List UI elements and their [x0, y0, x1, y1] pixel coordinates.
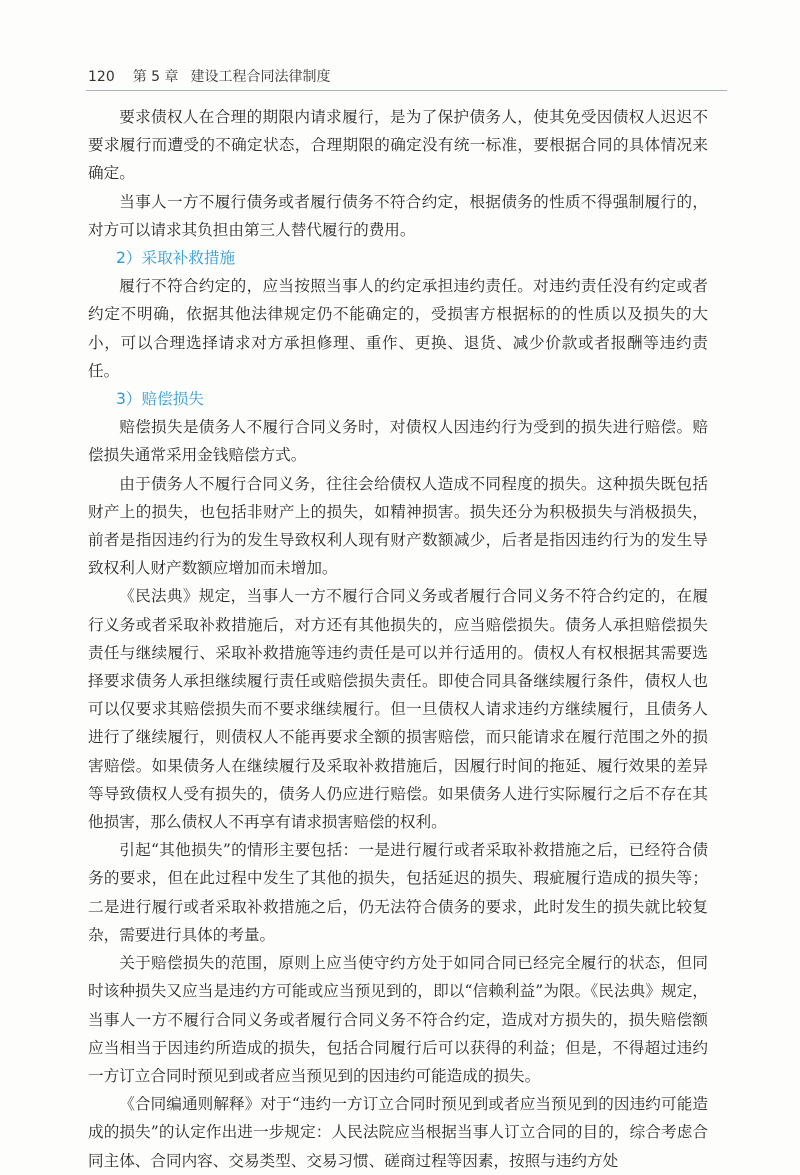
- paragraph: 《合同编通则解释》对于“违约一方订立合同时预见到或者应当预见到的因违约可能造成的损失”的认定作出进一步规定：人民法院应当根据当事人订立合同的目的，综合考虑合同主体、合同内容、交易类型、交易习惯、磋商过程等因素，按照与违约方处: [88, 1095, 708, 1170]
- chapter-label: 第 5 章: [132, 69, 179, 85]
- paragraph: 《民法典》规定，当事人一方不履行合同义务或者履行合同义务不符合约定的，在履行义务或者采取补救措施后，对方还有其他损失的，应当赔偿损失。债务人承担赔偿损失责任与继续履行、采取补救措施等违约责任是可以并行适用的。债权人有权根据其需要选择要求债务人承担继续履行责任或赔偿损失责任。即使合同具备继续履行条件，债权人也可以仅要求其赔偿损失而不要求继续履行。但一旦债权人请求违约方继续履行，且债务人进行了继续履行，则债权人不能再要求全额的损害赔偿，而只能请求在履行范围之外的损害赔偿。如果债务人在继续履行及采取补救措施后，因履行时间的拖延、履行效果的差异等导致债权人受有损失的，债务人仍应进行赔偿。如果债务人进行实际履行之后不存在其他损害，那么债权人不再享有请求损害赔偿的权利。: [88, 587, 708, 832]
- paragraph: 引起“其他损失”的情形主要包括：一是进行履行或者采取补救措施之后，已经符合债务的要求，但在此过程中发生了其他的损失，包括延迟的损失、瑕疵履行造成的损失等；二是进行履行或者采取补救措施之后，仍无法符合债务的要求，此时发生的损失就比较复杂，需要进行具体的考量。: [88, 841, 708, 944]
- paragraph: 要求债权人在合理的期限内请求履行，是为了保护债务人，使其免受因债权人迟迟不要求履行而遭受的不确定状态，合理期限的确定没有统一标准，要根据合同的具体情况来确定。: [88, 108, 708, 183]
- page-body: [88, 103, 708, 1175]
- chapter-title: 建设工程合同法律制度: [190, 69, 331, 85]
- paragraph: 关于赔偿损失的范围，原则上应当使守约方处于如同合同已经完全履行的状态，但同时该种损失又应当是违约方可能或应当预见到的，即以“信赖利益”为限。《民法典》规定，当事人一方不履行合同义务或者履行合同义务不符合约定，造成对方损失的，损失赔偿额应当相当于因违约所造成的损失，包括合同履行后可以获得的利益；但是，不得超过违约一方订立合同时预见到或者应当预见到的因违约可能造成的损失。: [88, 954, 708, 1085]
- paragraph: 履行不符合约定的，应当按照当事人的约定承担违约责任。对违约责任没有约定或者约定不明确，依据其他法律规定仍不能确定的，受损害方根据标的的性质以及损失的大小，可以合理选择请求对方承担修理、重作、更换、退货、减少价款或者报酬等违约责任。: [88, 277, 708, 380]
- paragraph: 由于债务人不履行合同义务，往往会给债权人造成不同程度的损失。这种损失既包括财产上的损失，也包括非财产上的损失，如精神损害。损失还分为积极损失与消极损失，前者是指因违约行为的发生导致权利人现有财产数额减少，后者是指因违约行为的发生导致权利人财产数额应增加而未增加。: [88, 474, 708, 578]
- paragraph: 赔偿损失是债务人不履行合同义务时，对债权人因违约行为受到的损失进行赔偿。赔偿损失通常采用金钱赔偿方式。: [88, 418, 708, 465]
- header-rule: [86, 90, 727, 91]
- page-header: [88, 66, 728, 86]
- section-heading: 2）采取补救措施: [116, 249, 236, 268]
- section-heading: 3）赔偿损失: [116, 390, 204, 409]
- page-number: 120: [88, 69, 115, 85]
- paragraph: 当事人一方不履行债务或者履行债务不符合约定，根据债务的性质不得强制履行的，对方可以请求其负担由第三人替代履行的费用。: [88, 192, 708, 239]
